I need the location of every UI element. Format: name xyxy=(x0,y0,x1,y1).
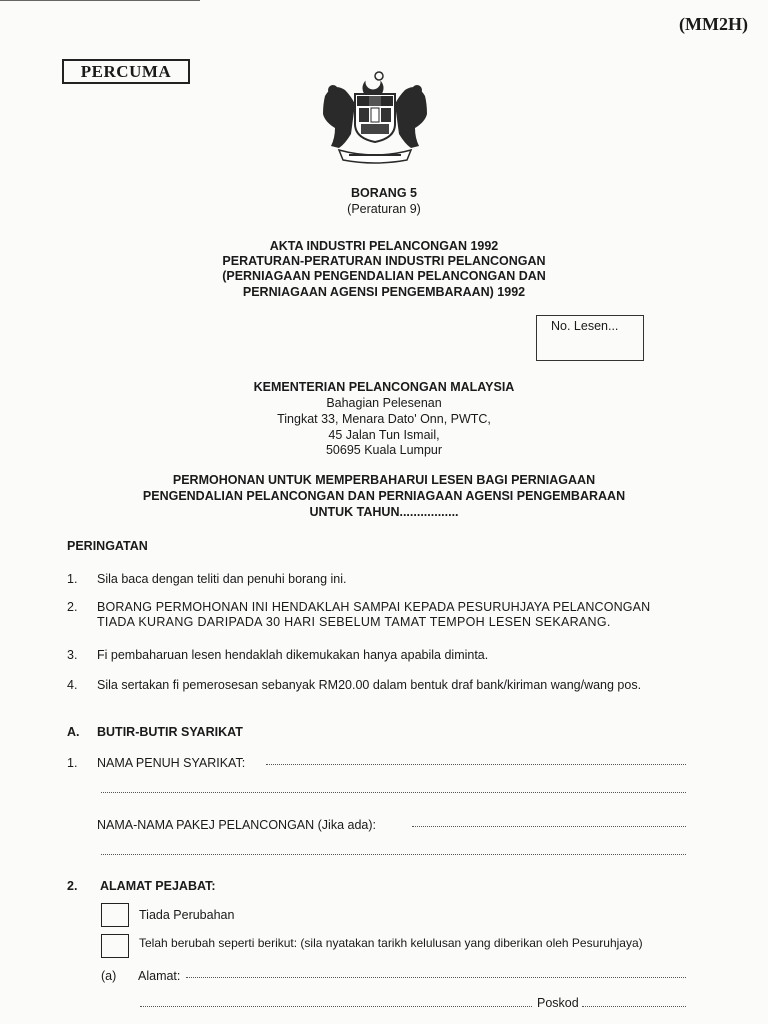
ministry-name: KEMENTERIAN PELANCONGAN MALAYSIA xyxy=(253,380,515,394)
form-regulation: (Peraturan 9) xyxy=(347,202,421,216)
form-title: BORANG 5 xyxy=(351,186,417,200)
address-line: Tingkat 33, Menara Dato' Onn, PWTC, xyxy=(277,412,491,426)
note-number: 4. xyxy=(67,678,78,692)
no-change-label: Tiada Perubahan xyxy=(139,908,235,922)
question-number: 1. xyxy=(67,756,78,770)
company-name-field-line2[interactable] xyxy=(101,792,686,793)
note-number: 3. xyxy=(67,648,78,662)
act-line: (PERNIAGAAN PENGENDALIAN PELANCONGAN DAN xyxy=(222,269,546,283)
section-heading: BUTIR-BUTIR SYARIKAT xyxy=(97,725,243,739)
note-text: BORANG PERMOHONAN INI HENDAKLAH SAMPAI KEPADA PESURUHJAYA PELANCONGAN xyxy=(97,600,651,614)
office-address-label: ALAMAT PEJABAT: xyxy=(100,879,216,893)
note-number: 1. xyxy=(67,572,78,586)
tour-packages-field[interactable] xyxy=(412,826,686,827)
changed-label: Telah berubah seperti berikut: (sila nyatakan tarikh kelulusan yang diberikan oleh Pesuruhjaya) xyxy=(139,936,643,950)
address-line: 50695 Kuala Lumpur xyxy=(325,443,443,457)
tour-packages-label: NAMA-NAMA PAKEJ PELANCONGAN (Jika ada): xyxy=(97,818,377,832)
address-label: Alamat: xyxy=(138,969,181,983)
free-label-box: PERCUMA xyxy=(62,59,190,84)
form-code: (MM2H) xyxy=(679,14,748,34)
postcode-field[interactable] xyxy=(582,1006,686,1007)
address-line: Bahagian Pelesenan xyxy=(326,396,442,410)
license-number-label: No. Lesen... xyxy=(551,319,619,333)
postcode-label: Poskod xyxy=(537,996,579,1010)
top-rule xyxy=(0,0,200,1)
company-name-field[interactable] xyxy=(266,764,686,765)
notes-heading: PERINGATAN xyxy=(67,539,148,553)
act-line: AKTA INDUSTRI PELANCONGAN 1992 xyxy=(269,239,499,253)
address-line: 45 Jalan Tun Ismail, xyxy=(328,428,440,442)
changed-checkbox[interactable] xyxy=(101,934,129,958)
note-number: 2. xyxy=(67,600,78,614)
note-text: TIADA KURANG DARIPADA 30 HARI SEBELUM TAMAT TEMPOH LESEN SEKARANG. xyxy=(97,615,611,629)
act-line: PERNIAGAAN AGENSI PENGEMBARAAN) 1992 xyxy=(242,285,526,299)
note-text: Fi pembaharuan lesen hendaklah dikemukakan hanya apabila diminta. xyxy=(97,648,489,662)
act-line: PERATURAN-PERATURAN INDUSTRI PELANCONGAN xyxy=(222,254,546,268)
section-letter: A. xyxy=(67,725,80,739)
tour-packages-field-line2[interactable] xyxy=(101,854,686,855)
license-number-field[interactable] xyxy=(536,315,644,361)
note-text: Sila sertakan fi pemerosesan sebanyak RM20.00 dalam bentuk draf bank/kiriman wang/wang pos. xyxy=(97,678,642,692)
application-title: UNTUK TAHUN................. xyxy=(309,505,459,519)
application-title: PENGENDALIAN PELANCONGAN DAN PERNIAGAAN AGENSI PENGEMBARAAN xyxy=(142,489,626,503)
no-change-checkbox[interactable] xyxy=(101,903,129,927)
company-name-label: NAMA PENUH SYARIKAT: xyxy=(97,756,246,770)
address-field[interactable] xyxy=(186,977,686,978)
application-title: PERMOHONAN UNTUK MEMPERBAHARUI LESEN BAGI PERNIAGAAN xyxy=(172,473,596,487)
coat-of-arms-icon xyxy=(315,66,435,166)
address-field-line2[interactable] xyxy=(140,1006,532,1007)
sub-item-marker: (a) xyxy=(101,969,117,983)
note-text: Sila baca dengan teliti dan penuhi borang ini. xyxy=(97,572,347,586)
question-number: 2. xyxy=(67,879,78,893)
